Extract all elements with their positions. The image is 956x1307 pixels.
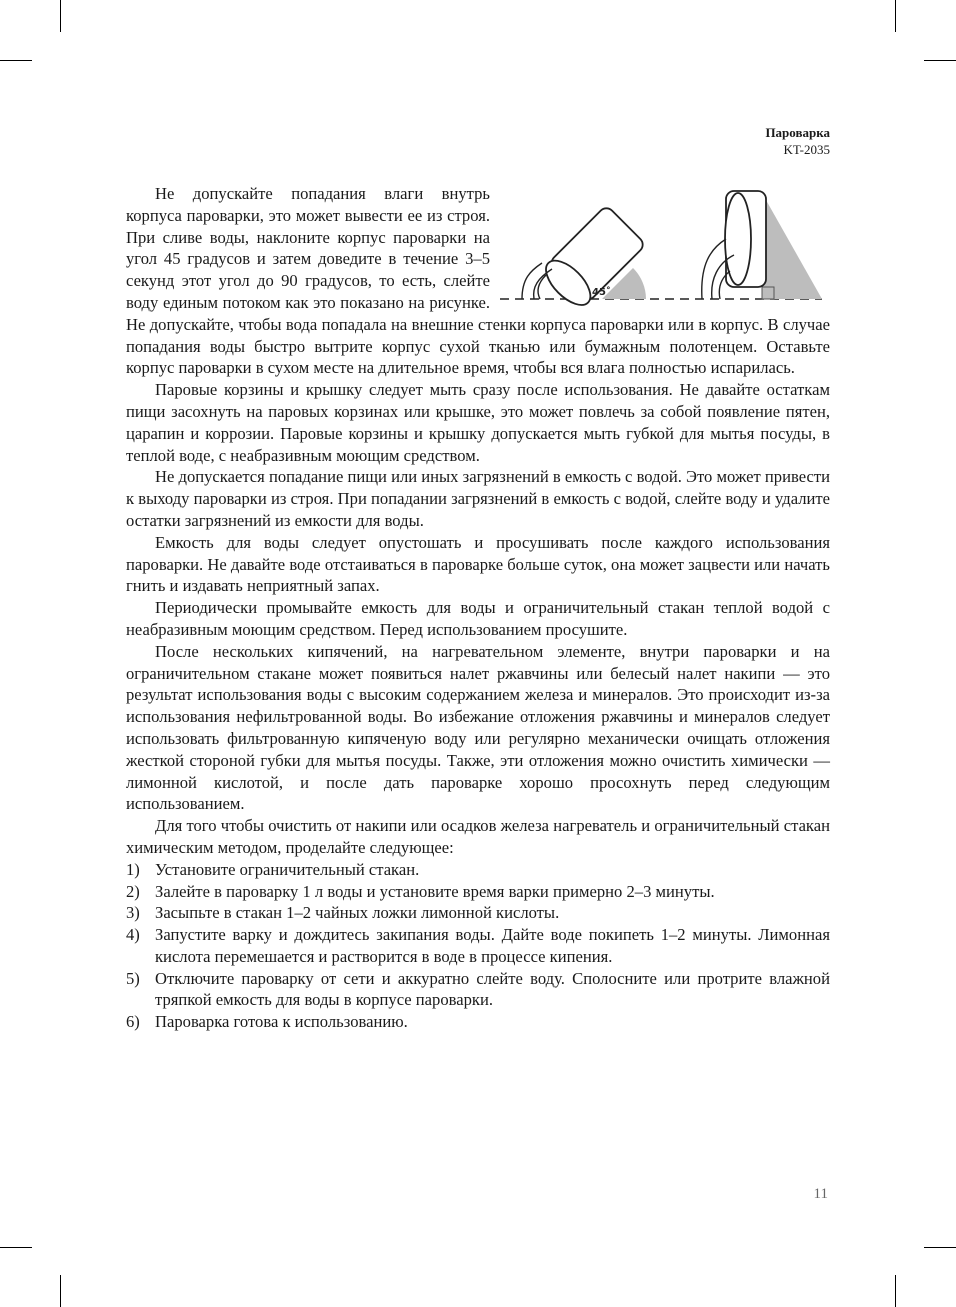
- step-text: Запустите варку и дождитесь закипания воды. Дайте воде покипеть 1–2 минуты. Лимонная кислота перемешается и растворится в воде в процессе кипения.: [155, 925, 830, 966]
- paragraph: Для того чтобы очистить от накипи или осадков железа нагреватель и ограничительный стакан химическим методом, проделайте следующее:: [126, 816, 830, 857]
- paragraph: После нескольких кипячений, на нагревательном элементе, внутри пароварки и на ограничительном стакане может появиться налет ржавчины или белесый налет накипи — это результат использования воды с высоким содержанием железа и минералов. Это происходит из-за использования нефильтрованной воды. Во избежание отложения ржавчины и минералов следует использовать фильтрованную кипяченую воду или регулярно механически очищать отложения жесткой стороной губки для мытья посуды. Также, эти отложения можно очистить химически — лимонной кислотой, и после дать пароварке хорошо просохнуть перед следующим использованием.: [126, 641, 830, 814]
- step-number: 2): [126, 881, 140, 901]
- crop-mark: [895, 1275, 896, 1307]
- header-model: KT-2035: [783, 142, 830, 157]
- header-product: Пароварка: [765, 125, 830, 140]
- step-number: 5): [126, 968, 140, 988]
- crop-mark: [924, 1247, 956, 1248]
- step-text: Залейте в пароварку 1 л воды и установите время варки примерно 2–3 минуты.: [155, 881, 715, 901]
- list-item: [126, 902, 830, 924]
- page-number: 11: [813, 1186, 828, 1202]
- crop-mark: [60, 0, 61, 32]
- list-item: [126, 924, 830, 968]
- step-number: 1): [126, 859, 140, 879]
- list-item: [126, 881, 830, 903]
- step-text: Засыпьте в стакан 1–2 чайных ложки лимонной кислоты.: [155, 903, 560, 923]
- step-number: 4): [126, 925, 140, 945]
- paragraph: Емкость для воды следует опустошать и просушивать после каждого использования пароварки. Не давайте воде отстаиваться в пароварке больше суток, она может зацвести или начать гнить и издавать неприятный запах.: [126, 532, 830, 596]
- angle-triangle: [762, 193, 822, 299]
- draining-illustration: [500, 183, 830, 311]
- paragraph: Периодически промывайте емкость для воды и ограничительный стакан теплой водой с неабразивным моющим средством. Перед использованием просушите.: [126, 598, 830, 639]
- crop-mark: [60, 1275, 61, 1307]
- paragraph: Не допускается попадание пищи или иных загрязнений в емкость с водой. Это может привести к выходу пароварки из строя. При попадании загрязнений в емкость с водой, слейте воду и удалите остатки загрязнений из емкости для воды.: [126, 467, 830, 530]
- page-body: [126, 183, 830, 1033]
- angle-label: 45˚: [592, 287, 611, 298]
- list-item: [126, 968, 830, 1012]
- list-item: [126, 1011, 830, 1033]
- crop-mark: [0, 1247, 32, 1248]
- crop-mark: [0, 60, 32, 61]
- list-item: [126, 859, 830, 881]
- step-text: Пароварка готова к использованию.: [155, 1012, 408, 1032]
- step-number: 3): [126, 903, 140, 923]
- step-text: Отключите пароварку от сети и аккуратно слейте воду. Сполосните или протрите влажной тряпкой емкость для воды в корпусе пароварки.: [155, 968, 830, 1010]
- running-header: [765, 124, 830, 158]
- paragraph: Паровые корзины и крышку следует мыть сразу после использования. Не давайте остаткам пищи засохнуть на паровых корзинах или крышке, это может повлечь за собой появление пятен, царапин и коррозии. Паровые корзины и крышку допускается мыть губкой для мытья посуды, в теплой воде, с неабразивным моющим средством.: [126, 380, 830, 465]
- paragraph: Не допускайте попадания влаги внутрь корпуса пароварки, это может вывести ее из строя. При сливе воды, наклоните корпус пароварки на угол 45 градусов и затем доведите в течение 3–5 секунд этот угол до 90 градусов, то есть, слейте воду единым потоком как это показано на рисунке. Не допускайте, чтобы вода попадала на внешние стенки корпуса пароварки или в корпус. В случае попадания воды быстро вытрите корпус сухой тканью или бумажным полотенцем. Оставьте корпус пароварки в сухом месте на длительное время, чтобы вся влага полностью испарилась.: [126, 184, 830, 378]
- cleaning-steps-list: [126, 859, 830, 1033]
- crop-mark: [924, 60, 956, 61]
- step-text: Установите ограничительный стакан.: [155, 859, 420, 879]
- step-number: 6): [126, 1012, 140, 1032]
- crop-mark: [895, 0, 896, 32]
